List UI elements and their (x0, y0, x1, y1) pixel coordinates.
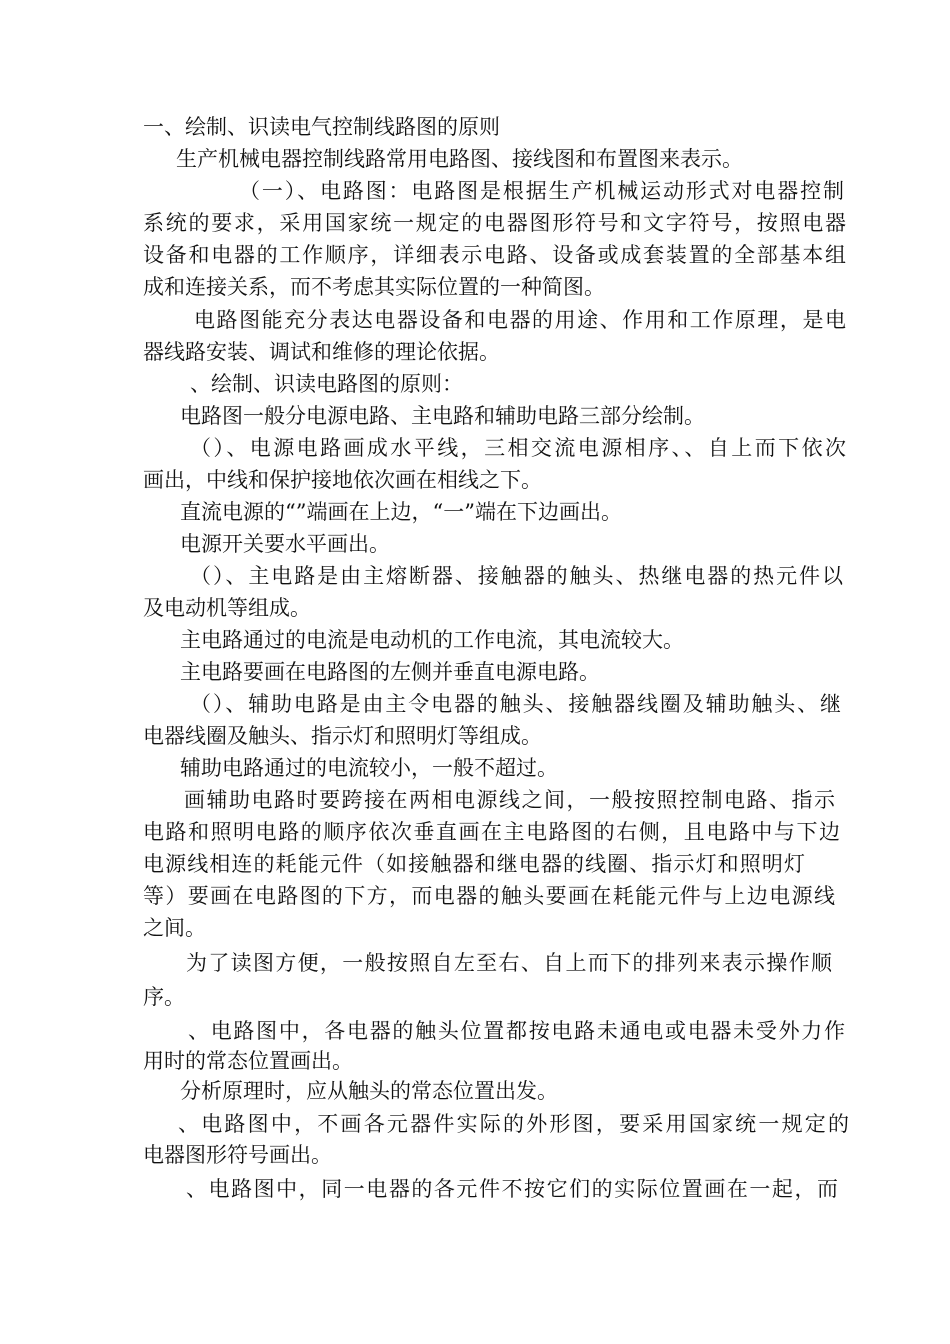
paragraph-line: 电路图能充分表达电器设备和电器的用途、作用和工作原理，是电 (194, 308, 846, 332)
paragraph-line: 主电路通过的电流是电动机的工作电流，其电流较大。 (180, 628, 684, 652)
paragraph-line: 等）要画在电路图的下方，而电器的触头要画在耗能元件与上边电源线 (143, 884, 835, 908)
paragraph-line: （）、主电路是由主熔断器、接触器的触头、热继电器的热元件以 (190, 564, 843, 588)
section-heading: 一、绘制、识读电气控制线路图的原则 (143, 115, 500, 139)
paragraph-line: 辅助电路通过的电流较小，一般不超过。 (180, 756, 558, 780)
paragraph-line: 电器图形符号画出。 (143, 1143, 332, 1167)
paragraph-line: 用时的常态位置画出。 (143, 1049, 353, 1073)
paragraph-line: 及电动机等组成。 (143, 596, 311, 620)
paragraph-line: 画出，中线和保护接地依次画在相线之下。 (143, 468, 542, 492)
paragraph-line: 电路图一般分电源电路、主电路和辅助电路三部分绘制。 (180, 404, 705, 428)
paragraph-line: 直流电源的“”端画在上边，“一”端在下边画出。 (180, 500, 622, 524)
paragraph-line: 序。 (143, 985, 185, 1009)
paragraph-line: 生产机械电器控制线路常用电路图、接线图和布置图来表示。 (176, 147, 743, 171)
paragraph-line: （）、辅助电路是由主令电器的触头、接触器线圈及辅助触头、继 (190, 692, 841, 716)
paragraph-line: 分析原理时，应从触头的常态位置出发。 (180, 1079, 558, 1103)
paragraph-line: 之间。 (143, 916, 206, 940)
paragraph-line: 电器线圈及触头、指示灯和照明灯等组成。 (143, 724, 542, 748)
paragraph-line: 系统的要求，采用国家统一规定的电器图形符号和文字符号，按照电器 (143, 211, 846, 235)
paragraph-line: 、电路图中，同一电器的各元件不按它们的实际位置画在一起，而 (186, 1177, 838, 1201)
paragraph-line: 电路和照明电路的顺序依次垂直画在主电路图的右侧，且电路中与下边 (143, 820, 840, 844)
paragraph-line: 画辅助电路时要跨接在两相电源线之间，一般按照控制电路、指示 (184, 788, 835, 812)
paragraph-line: 电源开关要水平画出。 (180, 532, 390, 556)
paragraph-line: 、电路图中，各电器的触头位置都按电路未通电或电器未受外力作 (188, 1019, 845, 1043)
paragraph-line: 、电路图中，不画各元器件实际的外形图，要采用国家统一规定的 (178, 1112, 849, 1136)
paragraph-line: （）、电源电路画成水平线，三相交流电源相序、、自上而下依次 (190, 436, 846, 460)
paragraph-line: 成和连接关系，而不考虑其实际位置的一种简图。 (143, 275, 605, 299)
paragraph-line: 、绘制、识读电路图的原则： (190, 372, 463, 396)
paragraph-line: 为了读图方便，一般按照自左至右、自上而下的排列来表示操作顺 (186, 951, 832, 975)
paragraph-line: 器线路安装、调试和维修的理论依据。 (143, 340, 500, 364)
paragraph-line: 设备和电器的工作顺序，详细表示电路、设备或成套装置的全部基本组 (143, 243, 846, 267)
paragraph-line: 电源线相连的耗能元件（如接触器和继电器的线圈、指示灯和照明灯 (143, 852, 805, 876)
paragraph-line: （一）、电路图：电路图是根据生产机械运动形式对电器控制 (239, 179, 844, 203)
paragraph-line: 主电路要画在电路图的左侧并垂直电源电路。 (180, 660, 600, 684)
